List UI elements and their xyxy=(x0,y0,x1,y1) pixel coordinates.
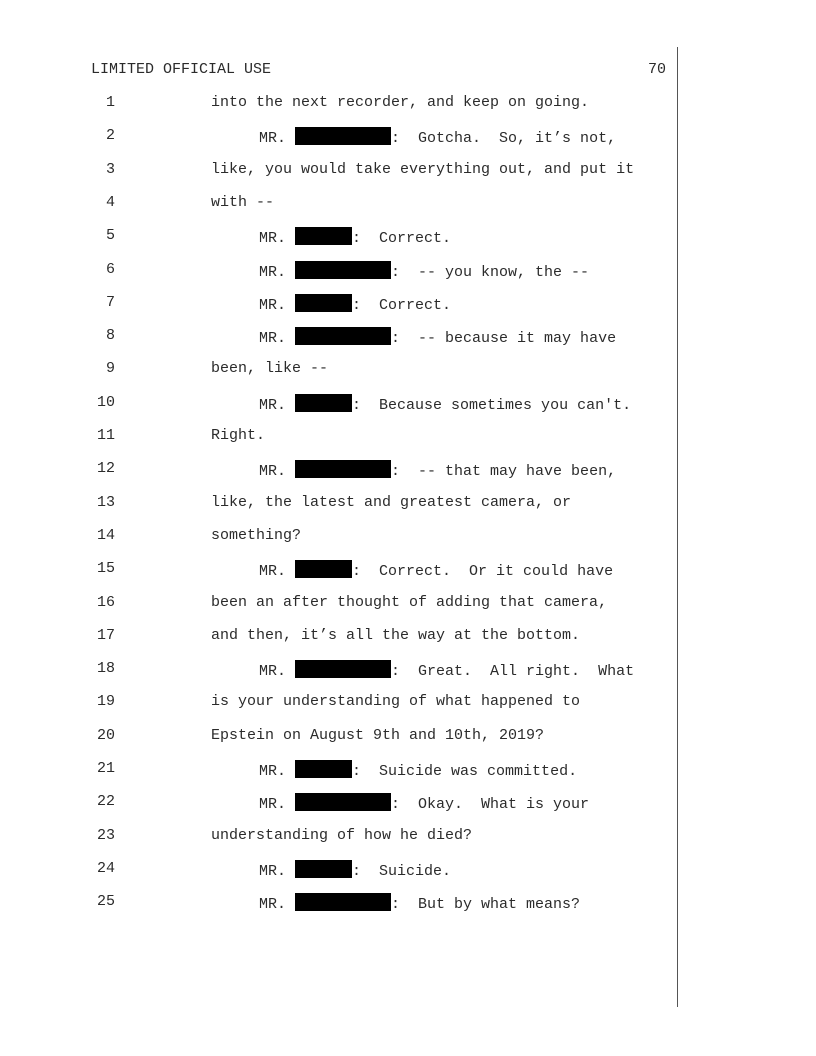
line-text: : Gotcha. So, it’s not, xyxy=(391,130,617,148)
line-text: Epstein on August 9th and 10th, 2019? xyxy=(211,726,545,744)
line-number: 25 xyxy=(96,893,115,911)
speaker-title: MR. xyxy=(259,763,287,780)
line-number: 22 xyxy=(96,793,115,811)
line-number: 3 xyxy=(105,160,115,178)
line-number: 7 xyxy=(105,293,115,311)
line-text: like, you would take everything out, and put it xyxy=(211,160,635,178)
redaction-box xyxy=(295,760,352,778)
line-text: into the next recorder, and keep on going. xyxy=(211,94,590,111)
line-text: : But by what means? xyxy=(391,896,581,914)
transcript-line xyxy=(0,94,677,114)
line-number: 14 xyxy=(96,526,115,544)
redaction-box xyxy=(295,460,391,478)
line-text: : Suicide was committed. xyxy=(352,763,578,780)
page-number: 70 xyxy=(648,61,667,78)
speaker-line xyxy=(259,294,451,314)
transcript-line xyxy=(0,194,677,214)
speaker-line xyxy=(259,660,634,680)
speaker-title: MR. xyxy=(259,330,287,348)
speaker-title: MR. xyxy=(259,862,287,880)
line-number: 17 xyxy=(96,626,115,644)
line-text: and then, it’s all the way at the bottom. xyxy=(211,626,581,644)
classification-header: LIMITED OFFICIAL USE xyxy=(91,61,272,78)
line-number: 6 xyxy=(105,260,115,278)
right-margin-rule xyxy=(677,47,678,1007)
line-text: : Correct. xyxy=(352,230,452,248)
transcript-line xyxy=(0,327,677,347)
line-number: 15 xyxy=(96,560,115,578)
speaker-line xyxy=(259,394,631,414)
line-number: 8 xyxy=(105,327,115,345)
transcript-line xyxy=(0,693,677,713)
line-text: been, like -- xyxy=(211,360,329,378)
line-number: 20 xyxy=(96,726,115,744)
speaker-line xyxy=(259,760,577,780)
line-text: Right. xyxy=(211,427,266,444)
speaker-line xyxy=(259,227,451,247)
redaction-box xyxy=(295,261,391,279)
transcript-line xyxy=(0,427,677,447)
transcript-line xyxy=(0,860,677,880)
line-text: with -- xyxy=(211,193,275,211)
speaker-line xyxy=(259,793,589,813)
transcript-line xyxy=(0,827,677,847)
transcript-line xyxy=(0,660,677,680)
redaction-box xyxy=(295,294,352,312)
speaker-title: MR. xyxy=(259,563,287,581)
line-number: 1 xyxy=(105,94,115,111)
transcript-line xyxy=(0,727,677,747)
transcript-line xyxy=(0,594,677,614)
speaker-line xyxy=(259,261,589,281)
line-number: 5 xyxy=(105,227,115,245)
speaker-line xyxy=(259,860,451,880)
transcript-line xyxy=(0,227,677,247)
transcript-line xyxy=(0,760,677,780)
speaker-title: MR. xyxy=(259,396,287,414)
line-number: 16 xyxy=(96,593,115,611)
transcript-line xyxy=(0,893,677,913)
transcript-line xyxy=(0,494,677,514)
transcript-line xyxy=(0,627,677,647)
line-number: 4 xyxy=(105,193,115,211)
redaction-box xyxy=(295,560,352,578)
speaker-title: MR. xyxy=(259,230,287,248)
line-text: : Okay. What is your xyxy=(391,796,590,814)
line-text: been an after thought of adding that camera, xyxy=(211,593,608,611)
transcript-line xyxy=(0,394,677,414)
line-number: 11 xyxy=(96,427,115,444)
transcript-line xyxy=(0,460,677,480)
line-text: like, the latest and greatest camera, or xyxy=(211,493,572,511)
speaker-line xyxy=(259,560,613,580)
transcript-line xyxy=(0,294,677,314)
speaker-title: MR. xyxy=(259,263,287,281)
speaker-line xyxy=(259,127,616,147)
redaction-box xyxy=(295,860,352,878)
line-number: 24 xyxy=(96,859,115,877)
transcript-line xyxy=(0,793,677,813)
line-text: something? xyxy=(211,526,302,544)
speaker-line xyxy=(259,327,616,347)
line-text: : Great. All right. What xyxy=(391,663,635,681)
line-text: : Because sometimes you can't. xyxy=(352,396,632,414)
speaker-title: MR. xyxy=(259,296,287,314)
transcript-line xyxy=(0,127,677,147)
transcript-line xyxy=(0,527,677,547)
line-number: 23 xyxy=(96,826,115,844)
speaker-title: MR. xyxy=(259,663,287,681)
line-number: 12 xyxy=(96,460,115,478)
line-text: is your understanding of what happened to xyxy=(211,693,581,711)
speaker-title: MR. xyxy=(259,463,287,481)
transcript-line xyxy=(0,360,677,380)
line-number: 21 xyxy=(96,760,115,777)
line-text: : -- you know, the -- xyxy=(391,263,590,281)
speaker-title: MR. xyxy=(259,130,287,148)
line-text: : Suicide. xyxy=(352,862,452,880)
line-number: 13 xyxy=(96,493,115,511)
line-text: : -- because it may have xyxy=(391,330,617,348)
redaction-box xyxy=(295,893,391,911)
transcript-line xyxy=(0,261,677,281)
redaction-box xyxy=(295,227,352,245)
line-text: : Correct. Or it could have xyxy=(352,563,614,581)
speaker-title: MR. xyxy=(259,896,287,914)
redaction-box xyxy=(295,394,352,412)
line-number: 18 xyxy=(96,660,115,678)
line-number: 9 xyxy=(105,360,115,378)
line-number: 19 xyxy=(96,693,115,711)
redaction-box xyxy=(295,793,391,811)
speaker-title: MR. xyxy=(259,796,287,814)
transcript-line xyxy=(0,161,677,181)
line-text: understanding of how he died? xyxy=(211,826,473,844)
line-text: : Correct. xyxy=(352,296,452,314)
line-number: 10 xyxy=(96,393,115,411)
redaction-box xyxy=(295,327,391,345)
redaction-box xyxy=(295,127,391,145)
speaker-line xyxy=(259,460,616,480)
transcript-line xyxy=(0,560,677,580)
speaker-line xyxy=(259,893,580,913)
redaction-box xyxy=(295,660,391,678)
line-text: : -- that may have been, xyxy=(391,463,617,481)
line-number: 2 xyxy=(105,127,115,145)
